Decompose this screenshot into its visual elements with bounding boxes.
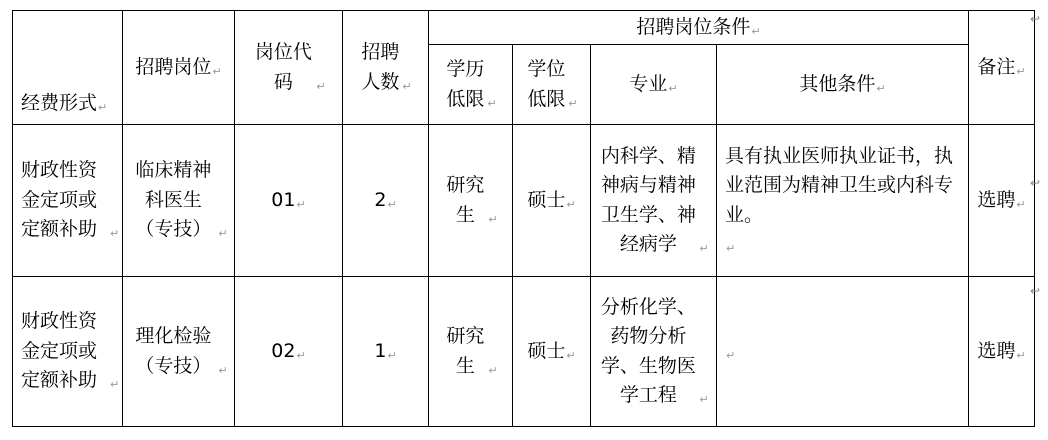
cell-hire-count-text: 1 <box>374 339 387 362</box>
cell-degree-text: 硕士 <box>527 339 566 362</box>
paragraph-mark: ↵ <box>1016 64 1026 78</box>
header-major-text: 专业 <box>629 72 668 95</box>
cell-degree-text: 硕士 <box>527 188 566 211</box>
header-education-text: 学历低限 <box>446 58 485 110</box>
cell-position-text: 理化检验（专技） <box>135 325 212 377</box>
paragraph-mark: ↵ <box>487 96 497 110</box>
cell-funding-type <box>13 277 123 427</box>
row-end-mark: ↩ <box>1029 176 1040 190</box>
paragraph-mark: ↵ <box>488 212 498 226</box>
cell-remarks-text: 选聘 <box>977 188 1016 211</box>
cell-other <box>717 125 969 277</box>
header-hire-count-text: 招聘人数 <box>361 41 400 93</box>
paragraph-mark: ↵ <box>296 348 306 362</box>
header-remarks <box>969 11 1035 125</box>
cell-remarks-text: 选聘 <box>977 339 1016 362</box>
cell-education <box>429 277 513 427</box>
cell-position-code <box>235 125 343 277</box>
header-conditions-text: 招聘岗位条件 <box>636 15 751 38</box>
paragraph-mark: ↵ <box>387 197 397 211</box>
header-other <box>717 45 969 125</box>
paragraph-mark: ↵ <box>566 348 576 362</box>
paragraph-mark: ↵ <box>726 241 736 255</box>
header-conditions <box>429 11 969 45</box>
cell-position-code-text: 01 <box>271 188 296 211</box>
cell-position <box>123 277 235 427</box>
paragraph-mark: ↵ <box>1016 348 1026 362</box>
table-row <box>13 277 1035 427</box>
header-remarks-text: 备注 <box>977 55 1016 78</box>
row-end-mark: ↩ <box>1029 12 1040 26</box>
header-major <box>591 45 717 125</box>
cell-remarks <box>969 277 1035 427</box>
cell-education-text: 研究生 <box>446 174 485 226</box>
header-hire-count <box>343 11 429 125</box>
cell-position-code-text: 02 <box>271 339 296 362</box>
cell-major <box>591 125 717 277</box>
header-degree-text: 学位低限 <box>527 58 566 110</box>
recruitment-table <box>12 10 1035 427</box>
cell-funding-type-text: 财政性资金定项或定额补助 <box>21 310 98 392</box>
cell-other-text: 具有执业医师执业证书，执业范围为精神卫生或内科专业。 <box>725 144 954 226</box>
header-funding-type-text: 经费形式 <box>21 91 98 114</box>
header-funding-type <box>13 11 123 125</box>
cell-remarks <box>969 125 1035 277</box>
cell-other <box>717 277 969 427</box>
table-row <box>13 125 1035 277</box>
cell-position <box>123 125 235 277</box>
paragraph-mark: ↵ <box>726 348 736 362</box>
cell-major <box>591 277 717 427</box>
paragraph-mark: ↵ <box>387 348 397 362</box>
recruitment-table-wrapper <box>12 10 1035 427</box>
header-position-code <box>235 11 343 125</box>
header-position <box>123 11 235 125</box>
header-position-code-text: 岗位代码 <box>254 41 312 93</box>
paragraph-mark: ↵ <box>296 197 306 211</box>
header-position-text: 招聘岗位 <box>135 55 212 78</box>
cell-funding-type-text: 财政性资金定项或定额补助 <box>21 159 98 241</box>
cell-position-text: 临床精神科医生（专技） <box>135 159 212 241</box>
header-row-1 <box>13 11 1035 45</box>
cell-funding-type <box>13 125 123 277</box>
paragraph-mark: ↵ <box>566 197 576 211</box>
header-education <box>429 45 513 125</box>
cell-major-text: 分析化学、药物分析学、生物医学工程 <box>600 295 696 406</box>
cell-major-text: 内科学、精神病与精神卫生学、神经病学 <box>600 144 696 255</box>
cell-education <box>429 125 513 277</box>
paragraph-mark: ↵ <box>488 363 498 377</box>
paragraph-mark: ↵ <box>402 79 412 93</box>
paragraph-mark: ↵ <box>568 96 578 110</box>
paragraph-mark: ↵ <box>699 392 709 406</box>
paragraph-mark: ↵ <box>876 81 886 95</box>
cell-degree <box>513 277 591 427</box>
paragraph-mark: ↵ <box>218 363 228 377</box>
header-other-text: 其他条件 <box>799 72 876 95</box>
paragraph-mark: ↵ <box>316 79 326 93</box>
cell-hire-count-text: 2 <box>374 188 387 211</box>
cell-position-code <box>235 277 343 427</box>
cell-hire-count <box>343 125 429 277</box>
paragraph-mark: ↵ <box>98 100 108 114</box>
cell-hire-count <box>343 277 429 427</box>
paragraph-mark: ↵ <box>218 227 228 241</box>
paragraph-mark: ↵ <box>1016 197 1026 211</box>
cell-degree <box>513 125 591 277</box>
header-degree <box>513 45 591 125</box>
row-end-mark: ↩ <box>1029 284 1040 298</box>
paragraph-mark: ↵ <box>668 81 678 95</box>
cell-education-text: 研究生 <box>446 325 485 377</box>
paragraph-mark: ↵ <box>110 378 120 392</box>
paragraph-mark: ↵ <box>751 24 761 38</box>
paragraph-mark: ↵ <box>110 227 120 241</box>
paragraph-mark: ↵ <box>699 241 709 255</box>
paragraph-mark: ↵ <box>212 64 222 78</box>
